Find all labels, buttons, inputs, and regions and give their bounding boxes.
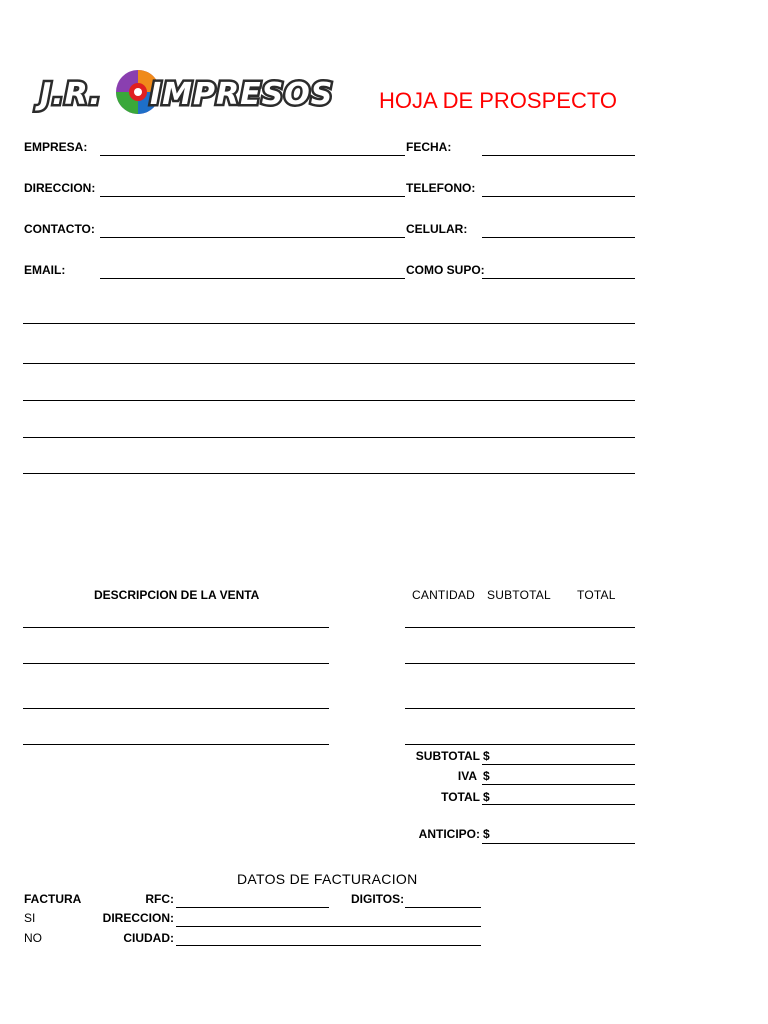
total-header: TOTAL bbox=[577, 588, 616, 602]
amount-line[interactable] bbox=[405, 708, 635, 709]
celular-field[interactable] bbox=[482, 237, 635, 238]
billing-direccion-field[interactable] bbox=[176, 926, 481, 927]
rfc-field[interactable] bbox=[176, 907, 329, 908]
page-title: HOJA DE PROSPECTO bbox=[379, 88, 617, 113]
factura-si: SI bbox=[24, 911, 36, 925]
celular-label: CELULAR: bbox=[406, 222, 468, 236]
cantidad-header: CANTIDAD bbox=[412, 588, 475, 602]
digitos-field[interactable] bbox=[405, 907, 481, 908]
email-label: EMAIL: bbox=[24, 263, 66, 277]
svg-text:J.R.: J.R. bbox=[40, 77, 102, 112]
telefono-label: TELEFONO: bbox=[406, 181, 476, 195]
empresa-label: EMPRESA: bbox=[24, 140, 88, 154]
direccion-label: DIRECCION: bbox=[24, 181, 96, 195]
notes-line[interactable] bbox=[23, 437, 635, 438]
contacto-label: CONTACTO: bbox=[24, 222, 95, 236]
anticipo-field[interactable] bbox=[482, 843, 635, 844]
factura-label: FACTURA bbox=[24, 892, 82, 906]
description-line[interactable] bbox=[23, 663, 329, 664]
telefono-field[interactable] bbox=[482, 196, 635, 197]
amount-line[interactable] bbox=[405, 744, 635, 745]
amount-line[interactable] bbox=[405, 663, 635, 664]
description-line[interactable] bbox=[23, 744, 329, 745]
subtotal-label: SUBTOTAL bbox=[415, 749, 480, 763]
currency-symbol: $ bbox=[483, 790, 490, 804]
como-supo-field[interactable] bbox=[482, 278, 635, 279]
notes-line[interactable] bbox=[23, 473, 635, 474]
factura-no: NO bbox=[24, 931, 42, 945]
iva-field[interactable] bbox=[482, 784, 635, 785]
total-label: TOTAL bbox=[441, 790, 480, 804]
empresa-field[interactable] bbox=[100, 155, 405, 156]
company-logo bbox=[38, 64, 334, 120]
como-supo-label: COMO SUPO: bbox=[406, 263, 485, 277]
digitos-label: DIGITOS: bbox=[351, 892, 405, 906]
rfc-label: RFC: bbox=[145, 892, 174, 906]
direccion-field[interactable] bbox=[100, 196, 405, 197]
contacto-field[interactable] bbox=[100, 237, 405, 238]
total-field[interactable] bbox=[482, 804, 635, 805]
currency-symbol: $ bbox=[483, 769, 490, 783]
subtotal-field[interactable] bbox=[482, 764, 635, 765]
currency-symbol: $ bbox=[483, 827, 490, 841]
svg-text:IMPRESOS: IMPRESOS bbox=[150, 77, 334, 112]
ciudad-label: CIUDAD: bbox=[123, 931, 174, 945]
fecha-label: FECHA: bbox=[406, 140, 452, 154]
description-line[interactable] bbox=[23, 708, 329, 709]
ciudad-field[interactable] bbox=[176, 945, 481, 946]
email-field[interactable] bbox=[100, 278, 405, 279]
iva-label: IVA bbox=[457, 769, 477, 783]
notes-line[interactable] bbox=[23, 323, 635, 324]
amount-line[interactable] bbox=[405, 627, 635, 628]
currency-symbol: $ bbox=[483, 749, 490, 763]
description-line[interactable] bbox=[23, 627, 329, 628]
billing-direccion-label: DIRECCION: bbox=[102, 911, 174, 925]
fecha-field[interactable] bbox=[482, 155, 635, 156]
notes-line[interactable] bbox=[23, 363, 635, 364]
subtotal-header: SUBTOTAL bbox=[487, 588, 551, 602]
notes-line[interactable] bbox=[23, 400, 635, 401]
anticipo-label: ANTICIPO: bbox=[418, 827, 480, 841]
description-header: DESCRIPCION DE LA VENTA bbox=[94, 588, 260, 602]
billing-title: DATOS DE FACTURACION bbox=[237, 871, 418, 887]
